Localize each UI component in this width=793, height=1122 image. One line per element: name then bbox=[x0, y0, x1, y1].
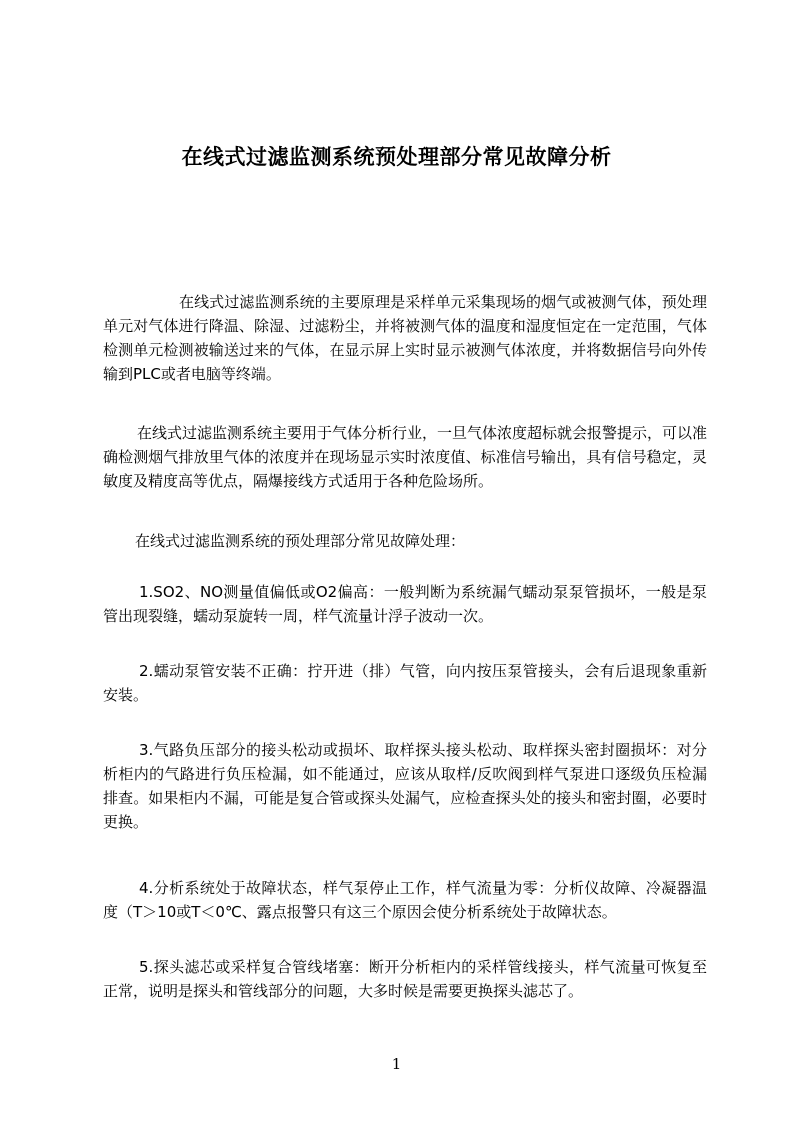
paragraph-fault-3: 3.气路负压部分的接头松动或损坏、取样探头接头松动、取样探头密封圈损坏：对分析柜内的气路进行负压检漏，如不能通过，应该从取样/反吹阀到样气泵进口逐级负压检漏排查。如果柜内不漏，可能是复合管或探头处漏气，应检查探头处的接头和密封圈，必要时更换。 bbox=[103, 741, 707, 831]
paragraph-fault-4: 4.分析系统处于故障状态，样气泵停止工作，样气流量为零：分析仪故障、冷凝器温度（T＞10或T＜0℃、露点报警只有这三个原因会使分析系统处于故障状态。 bbox=[103, 879, 707, 921]
paragraph-principle: 在线式过滤监测系统的主要原理是采样单元采集现场的烟气或被测气体，预处理单元对气体进行降温、除湿、过滤粉尘，并将被测气体的温度和湿度恒定在一定范围，气体检测单元检测被输送过来的气体，在显示屏上实时显示被测气体浓度，并将数据信号向外传输到PLC或者电脑等终端。 bbox=[103, 293, 707, 383]
paragraph-fault-5: 5.探头滤芯或采样复合管线堵塞：断开分析柜内的采样管线接头，样气流量可恢复至正常，说明是探头和管线部分的问题，大多时候是需要更换探头滤芯了。 bbox=[103, 958, 707, 1000]
page-number: 1 bbox=[391, 1055, 402, 1073]
document-title: 在线式过滤监测系统预处理部分常见故障分析 bbox=[181, 145, 612, 169]
paragraph-fault-1: 1.SO2、NO测量值偏低或O2偏高：一般判断为系统漏气蠕动泵泵管损坏，一般是泵管出现裂缝，蠕动泵旋转一周，样气流量计浮子波动一次。 bbox=[103, 583, 707, 625]
paragraph-fault-intro: 在线式过滤监测系统的预处理部分常见故障处理： bbox=[135, 532, 466, 550]
paragraph-application: 在线式过滤监测系统主要用于气体分析行业，一旦气体浓度超标就会报警提示，可以准确检测烟气排放里气体的浓度并在现场显示实时浓度值、标准信号输出，具有信号稳定，灵敏度及精度高等优点，隔爆接线方式适用于各种危险场所。 bbox=[103, 424, 708, 490]
paragraph-fault-2: 2.蠕动泵管安装不正确：拧开进（排）气管，向内按压泵管接头，会有后退现象重新安装。 bbox=[103, 662, 707, 704]
